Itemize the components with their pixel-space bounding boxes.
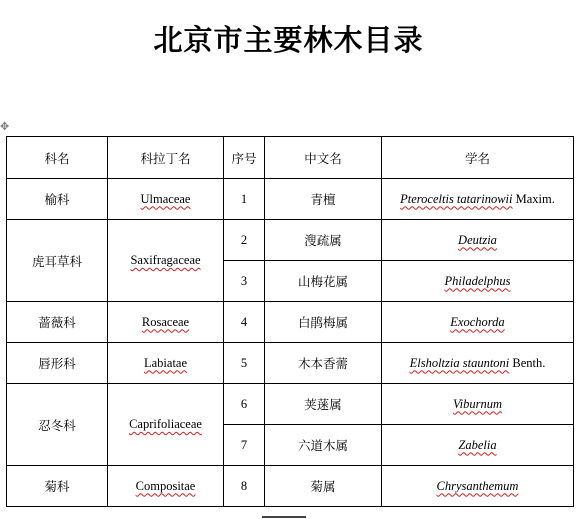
scientific-name: Pteroceltis tatarinowii (400, 191, 513, 206)
family-latin-cell (108, 220, 224, 302)
author-name: Benth. (509, 355, 546, 370)
family-latin-text: Ulmaceae (140, 191, 191, 206)
chinese-name-cell: 白鹃梅属 (265, 302, 382, 343)
scientific-name-cell (382, 179, 574, 220)
scientific-name-cell (382, 343, 574, 384)
family-latin-cell (108, 343, 224, 384)
scientific-name-cell (382, 384, 574, 425)
column-header: 科名 (7, 137, 108, 179)
family-latin-text: Caprifoliaceae (129, 417, 202, 431)
table-row (7, 343, 574, 384)
family-latin-text: Rosaceae (141, 314, 190, 329)
scientific-name-cell (382, 220, 574, 261)
family-cell: 忍冬科 (7, 384, 108, 466)
family-latin-cell (108, 466, 224, 507)
family-latin-text: Saxifragaceae (130, 253, 201, 267)
scientific-name: Chrysanthemum (436, 478, 519, 493)
column-header: 中文名 (265, 137, 382, 179)
table-row (7, 384, 574, 425)
scientific-name-cell (382, 302, 574, 343)
scientific-name: Zabelia (458, 437, 497, 452)
family-cell: 榆科 (7, 179, 108, 220)
family-latin-text: Labiatae (143, 355, 188, 370)
family-cell: 菊科 (7, 466, 108, 507)
family-cell: 唇形科 (7, 343, 108, 384)
chinese-name-cell: 菊属 (265, 466, 382, 507)
table-move-handle-icon[interactable]: ✥ (0, 120, 10, 133)
number-cell: 3 (224, 261, 265, 302)
scientific-name: Philadelphus (444, 273, 511, 288)
scientific-name-cell (382, 466, 574, 507)
table-row (7, 302, 574, 343)
number-cell: 2 (224, 220, 265, 261)
column-header: 科拉丁名 (108, 137, 224, 179)
chinese-name-cell: 山梅花属 (265, 261, 382, 302)
scientific-name-cell (382, 261, 574, 302)
table-row (7, 220, 574, 261)
family-latin-cell (108, 179, 224, 220)
scientific-name: Elsholtzia stauntoni (409, 355, 510, 370)
family-latin-cell (108, 384, 224, 466)
number-cell: 8 (224, 466, 265, 507)
chinese-name-cell: 荚蒾属 (265, 384, 382, 425)
scientific-name: Deutzia (458, 232, 497, 247)
column-header: 学名 (382, 137, 574, 179)
chinese-name-cell: 青檀 (265, 179, 382, 220)
family-latin-cell (108, 302, 224, 343)
column-header: 序号 (224, 137, 265, 179)
number-cell: 1 (224, 179, 265, 220)
table-header-row (7, 137, 574, 179)
page-bottom-mark (262, 516, 306, 518)
scientific-name: Exochorda (450, 314, 505, 329)
number-cell: 7 (224, 425, 265, 466)
species-table (6, 136, 574, 507)
number-cell: 4 (224, 302, 265, 343)
page-title: 北京市主要林木目录 (153, 23, 424, 57)
scientific-name-cell (382, 425, 574, 466)
table-row (7, 466, 574, 507)
scientific-name: Viburnum (452, 396, 503, 411)
number-cell: 5 (224, 343, 265, 384)
number-cell: 6 (224, 384, 265, 425)
chinese-name-cell: 木本香薷 (265, 343, 382, 384)
family-cell: 蔷薇科 (7, 302, 108, 343)
chinese-name-cell: 六道木属 (265, 425, 382, 466)
table-row (7, 179, 574, 220)
family-latin-text: Compositae (135, 478, 196, 493)
author-name: Maxim. (512, 191, 555, 206)
family-cell: 虎耳草科 (7, 220, 108, 302)
chinese-name-cell: 溲疏属 (265, 220, 382, 261)
